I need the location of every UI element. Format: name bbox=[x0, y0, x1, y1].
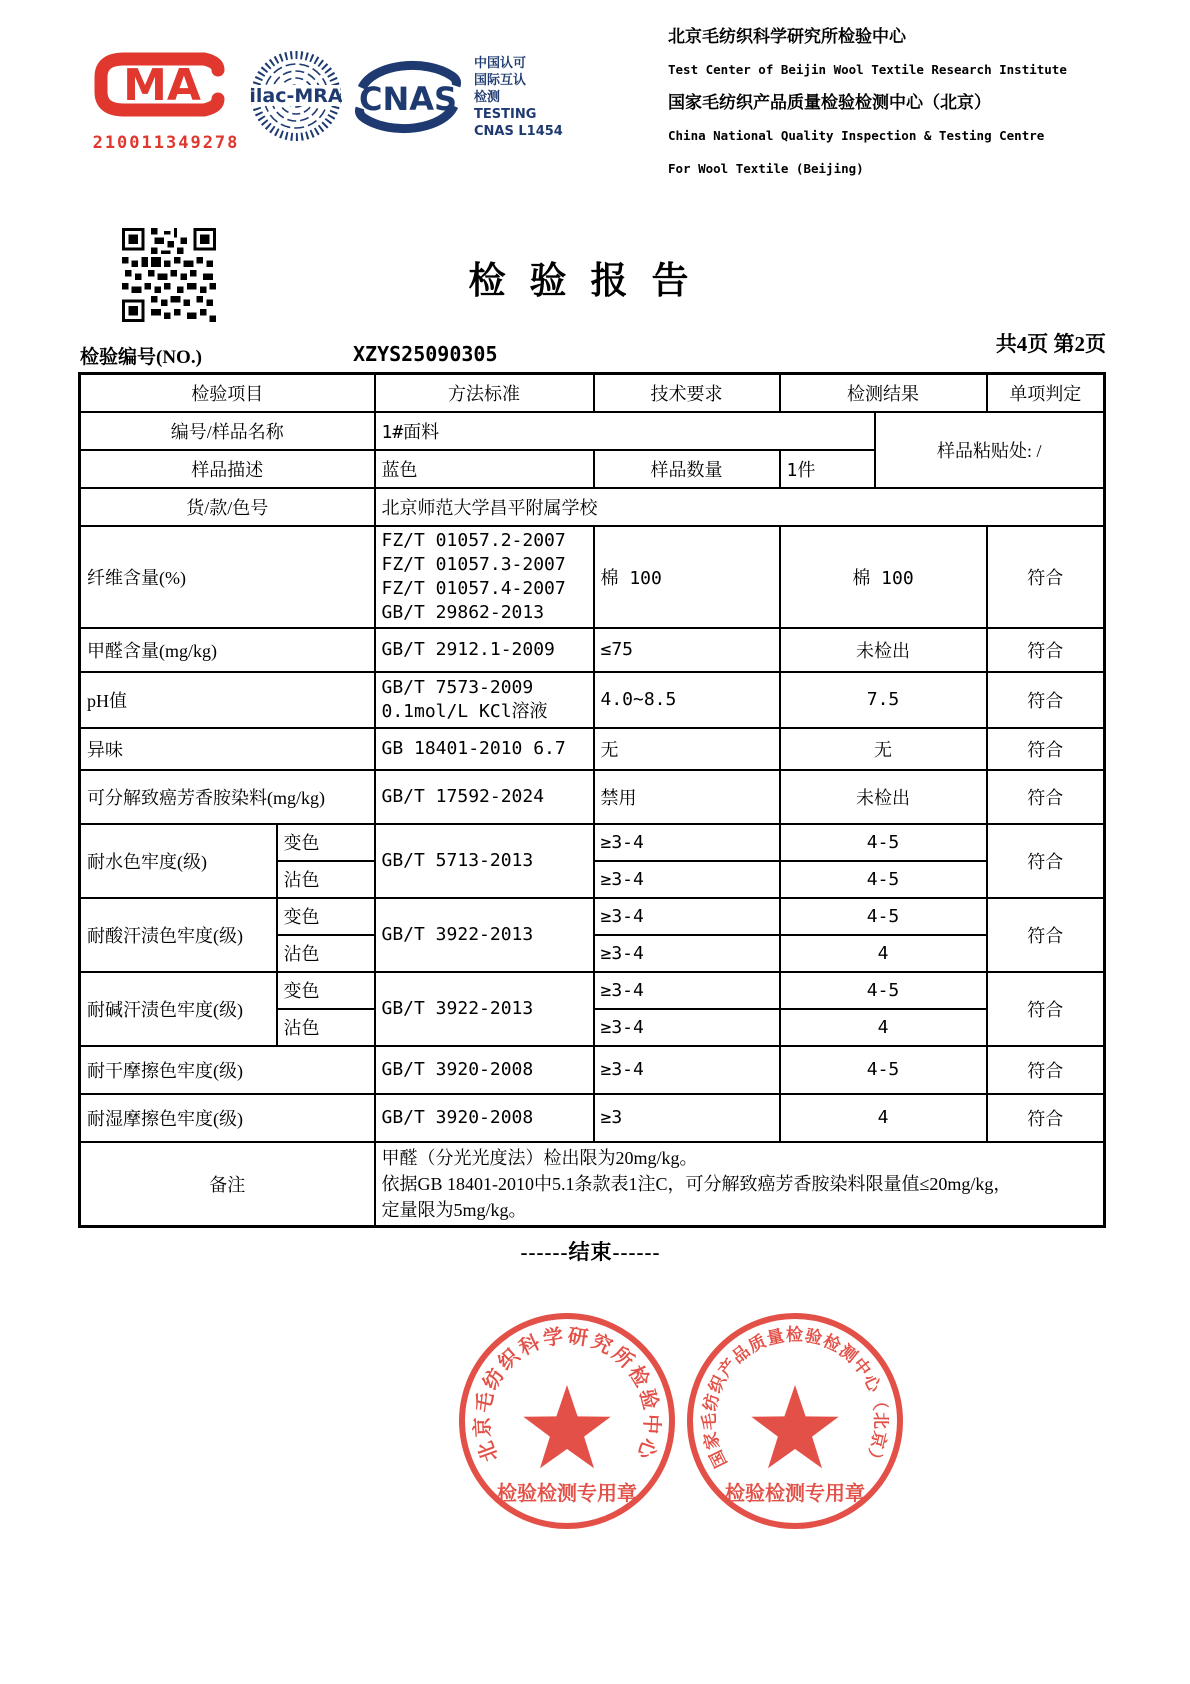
test-result: 棉 100 bbox=[780, 526, 987, 628]
ilac-mra-icon bbox=[250, 50, 342, 142]
test-verdict: 符合 bbox=[987, 672, 1105, 728]
stamp-right-icon bbox=[680, 1306, 910, 1536]
end-marker: ------结束------ bbox=[520, 1240, 661, 1264]
col-header-item: 检验项目 bbox=[80, 374, 375, 412]
ilac-label: ilac-MRA bbox=[250, 85, 342, 107]
test-requirement: ≥3 bbox=[594, 1094, 780, 1142]
test-verdict: 符合 bbox=[987, 824, 1105, 898]
test-item: 耐酸汗渍色牢度(级) bbox=[80, 898, 277, 972]
test-row-fiber bbox=[80, 526, 1105, 628]
cma-logo-icon bbox=[92, 50, 240, 126]
test-verdict: 符合 bbox=[987, 770, 1105, 824]
test-row-formaldehyde bbox=[80, 628, 1105, 672]
test-subitem: 变色 bbox=[277, 972, 375, 1009]
test-result: 7.5 bbox=[780, 672, 987, 728]
test-method: GB/T 3922-2013 bbox=[375, 972, 594, 1046]
institute-name-block bbox=[668, 20, 1088, 185]
institute-name-zh: 北京毛纺织科学研究所检验中心 bbox=[668, 27, 906, 46]
institute-name-en: China National Quality Inspection & Testing Centre bbox=[668, 128, 1045, 143]
cma-logo bbox=[92, 50, 240, 153]
test-row-alkali-fastness-a bbox=[80, 972, 1105, 1009]
test-requirement: ≤75 bbox=[594, 628, 780, 672]
test-subitem: 变色 bbox=[277, 898, 375, 935]
remarks-content bbox=[375, 1142, 1105, 1227]
test-requirement: 禁用 bbox=[594, 770, 780, 824]
method-line: GB/T 7573-2009 bbox=[381, 676, 534, 698]
test-subitem: 沾色 bbox=[277, 861, 375, 898]
test-item: 可分解致癌芳香胺染料(mg/kg) bbox=[80, 770, 375, 824]
method-line: FZ/T 01057.2-2007 bbox=[381, 529, 566, 551]
stamp-left bbox=[452, 1306, 682, 1541]
report-no-label: 检验编号(NO.) bbox=[80, 347, 202, 368]
star-icon bbox=[523, 1385, 610, 1468]
test-result: 4 bbox=[780, 1009, 987, 1046]
star-icon bbox=[751, 1385, 838, 1468]
remarks-line: 依据GB 18401-2010中5.1条款表1注C，可分解致癌芳香胺染料限量值≤20mg/kg， bbox=[381, 1173, 1012, 1194]
test-result: 4-5 bbox=[780, 1046, 987, 1094]
test-result: 4-5 bbox=[780, 861, 987, 898]
method-line: FZ/T 01057.3-2007 bbox=[381, 553, 566, 575]
test-requirement: 无 bbox=[594, 728, 780, 770]
test-verdict: 符合 bbox=[987, 1094, 1105, 1142]
institute-name-en: For Wool Textile (Beijing) bbox=[668, 161, 864, 176]
report-title: 检验报告 bbox=[468, 261, 713, 302]
test-method: GB 18401-2010 6.7 bbox=[375, 728, 594, 770]
sample-desc-value: 蓝色 bbox=[375, 450, 594, 488]
test-subitem: 沾色 bbox=[277, 1009, 375, 1046]
institute-name-en: Test Center of Beijin Wool Textile Research Institute bbox=[668, 62, 1067, 77]
remarks-line: 甲醛（分光光度法）检出限为20mg/kg。 bbox=[381, 1147, 698, 1168]
cnas-line: 检测 bbox=[474, 90, 501, 105]
test-result: 4-5 bbox=[780, 972, 987, 1009]
test-requirement: 棉 100 bbox=[594, 526, 780, 628]
test-verdict: 符合 bbox=[987, 1046, 1105, 1094]
remarks-line: 定量限为5mg/kg。 bbox=[381, 1199, 527, 1220]
test-method: GB/T 3920-2008 bbox=[375, 1094, 594, 1142]
test-item: 纤维含量(%) bbox=[80, 526, 375, 628]
remarks-row bbox=[80, 1142, 1105, 1227]
ilac-mra-logo bbox=[250, 50, 342, 147]
test-row-acid-fastness-a bbox=[80, 898, 1105, 935]
test-row-odor bbox=[80, 728, 1105, 770]
test-item: 耐水色牢度(级) bbox=[80, 824, 277, 898]
sample-no-value: 1#面料 bbox=[375, 412, 875, 450]
test-requirement: ≥3-4 bbox=[594, 1046, 780, 1094]
sample-no-label: 编号/样品名称 bbox=[80, 412, 375, 450]
test-item: 甲醛含量(mg/kg) bbox=[80, 628, 375, 672]
test-method: GB/T 5713-2013 bbox=[375, 824, 594, 898]
cnas-line: TESTING bbox=[474, 107, 537, 122]
method-line: 0.1mol/L KCl溶液 bbox=[381, 700, 548, 722]
cnas-logo bbox=[352, 58, 464, 141]
inspection-table bbox=[78, 372, 1106, 1228]
stamp-left-icon bbox=[452, 1306, 682, 1536]
cma-letters: MA bbox=[123, 60, 201, 111]
stamp-ring-text: 国家毛纺织产品质量检验检测中心（北京） bbox=[699, 1325, 891, 1471]
test-result: 4-5 bbox=[780, 824, 987, 861]
sample-desc-label: 样品描述 bbox=[80, 450, 375, 488]
stamp-ring-text: 北京毛纺织科学研究所检验中心 bbox=[471, 1325, 663, 1465]
test-item: 耐湿摩擦色牢度(级) bbox=[80, 1094, 375, 1142]
test-requirement: 4.0~8.5 bbox=[594, 672, 780, 728]
test-verdict: 符合 bbox=[987, 898, 1105, 972]
test-row-ph bbox=[80, 672, 1105, 728]
test-result: 未检出 bbox=[780, 770, 987, 824]
test-requirement: ≥3-4 bbox=[594, 935, 780, 972]
test-verdict: 符合 bbox=[987, 526, 1105, 628]
test-result: 无 bbox=[780, 728, 987, 770]
test-row-wet-rubbing bbox=[80, 1094, 1105, 1142]
cnas-line: 中国认可 bbox=[474, 56, 527, 71]
test-verdict: 符合 bbox=[987, 728, 1105, 770]
test-method: GB/T 2912.1-2009 bbox=[375, 628, 594, 672]
col-header-result: 检测结果 bbox=[780, 374, 987, 412]
test-item: 耐干摩擦色牢度(级) bbox=[80, 1046, 375, 1094]
goods-row bbox=[80, 488, 1105, 526]
test-row-dry-rubbing bbox=[80, 1046, 1105, 1094]
test-method: GB/T 3922-2013 bbox=[375, 898, 594, 972]
test-requirement: ≥3-4 bbox=[594, 824, 780, 861]
goods-label: 货/款/色号 bbox=[80, 488, 375, 526]
sample-no-row bbox=[80, 412, 1105, 450]
sample-attach-cell: 样品粘贴处: / bbox=[875, 412, 1105, 488]
test-item: 耐碱汗渍色牢度(级) bbox=[80, 972, 277, 1046]
test-result: 未检出 bbox=[780, 628, 987, 672]
test-requirement: ≥3-4 bbox=[594, 1009, 780, 1046]
goods-value: 北京师范大学昌平附属学校 bbox=[375, 488, 1105, 526]
sample-qty-label: 样品数量 bbox=[594, 450, 780, 488]
institute-name-zh: 国家毛纺织产品质量检验检测中心（北京） bbox=[668, 93, 991, 112]
test-item: 异味 bbox=[80, 728, 375, 770]
cnas-icon bbox=[352, 58, 464, 136]
test-method: GB/T 3920-2008 bbox=[375, 1046, 594, 1094]
test-subitem: 变色 bbox=[277, 824, 375, 861]
col-header-method: 方法标准 bbox=[375, 374, 594, 412]
table-header-row bbox=[80, 374, 1105, 412]
cma-number: 210011349278 bbox=[92, 133, 240, 153]
test-subitem: 沾色 bbox=[277, 935, 375, 972]
page-indicator: 共4页 第2页 bbox=[995, 332, 1106, 356]
test-row-amines bbox=[80, 770, 1105, 824]
cnas-line: 国际互认 bbox=[474, 73, 527, 88]
test-requirement: ≥3-4 bbox=[594, 861, 780, 898]
stamp-bottom-text: 检验检测专用章 bbox=[725, 1483, 865, 1505]
stamp-right bbox=[680, 1306, 910, 1541]
report-no-value: XZYS25090305 bbox=[353, 342, 498, 366]
method-line: GB/T 29862-2013 bbox=[381, 601, 545, 623]
sample-qty-value: 1件 bbox=[780, 450, 875, 488]
test-result: 4 bbox=[780, 935, 987, 972]
test-verdict: 符合 bbox=[987, 628, 1105, 672]
stamp-bottom-text: 检验检测专用章 bbox=[497, 1483, 637, 1505]
test-row-water-fastness-a bbox=[80, 824, 1105, 861]
test-method: GB/T 17592-2024 bbox=[375, 770, 594, 824]
cnas-text-block bbox=[474, 55, 563, 140]
test-item: pH值 bbox=[80, 672, 375, 728]
cnas-line: CNAS L1454 bbox=[474, 124, 563, 139]
cnas-label: CNAS bbox=[358, 80, 458, 118]
inspection-table-wrapper bbox=[78, 372, 1106, 1228]
test-result: 4 bbox=[780, 1094, 987, 1142]
method-line: FZ/T 01057.4-2007 bbox=[381, 577, 566, 599]
test-result: 4-5 bbox=[780, 898, 987, 935]
test-requirement: ≥3-4 bbox=[594, 898, 780, 935]
col-header-verdict: 单项判定 bbox=[987, 374, 1105, 412]
remarks-label: 备注 bbox=[80, 1142, 375, 1227]
test-method bbox=[375, 526, 594, 628]
col-header-requirement: 技术要求 bbox=[594, 374, 780, 412]
test-method bbox=[375, 672, 594, 728]
test-verdict: 符合 bbox=[987, 972, 1105, 1046]
test-requirement: ≥3-4 bbox=[594, 972, 780, 1009]
